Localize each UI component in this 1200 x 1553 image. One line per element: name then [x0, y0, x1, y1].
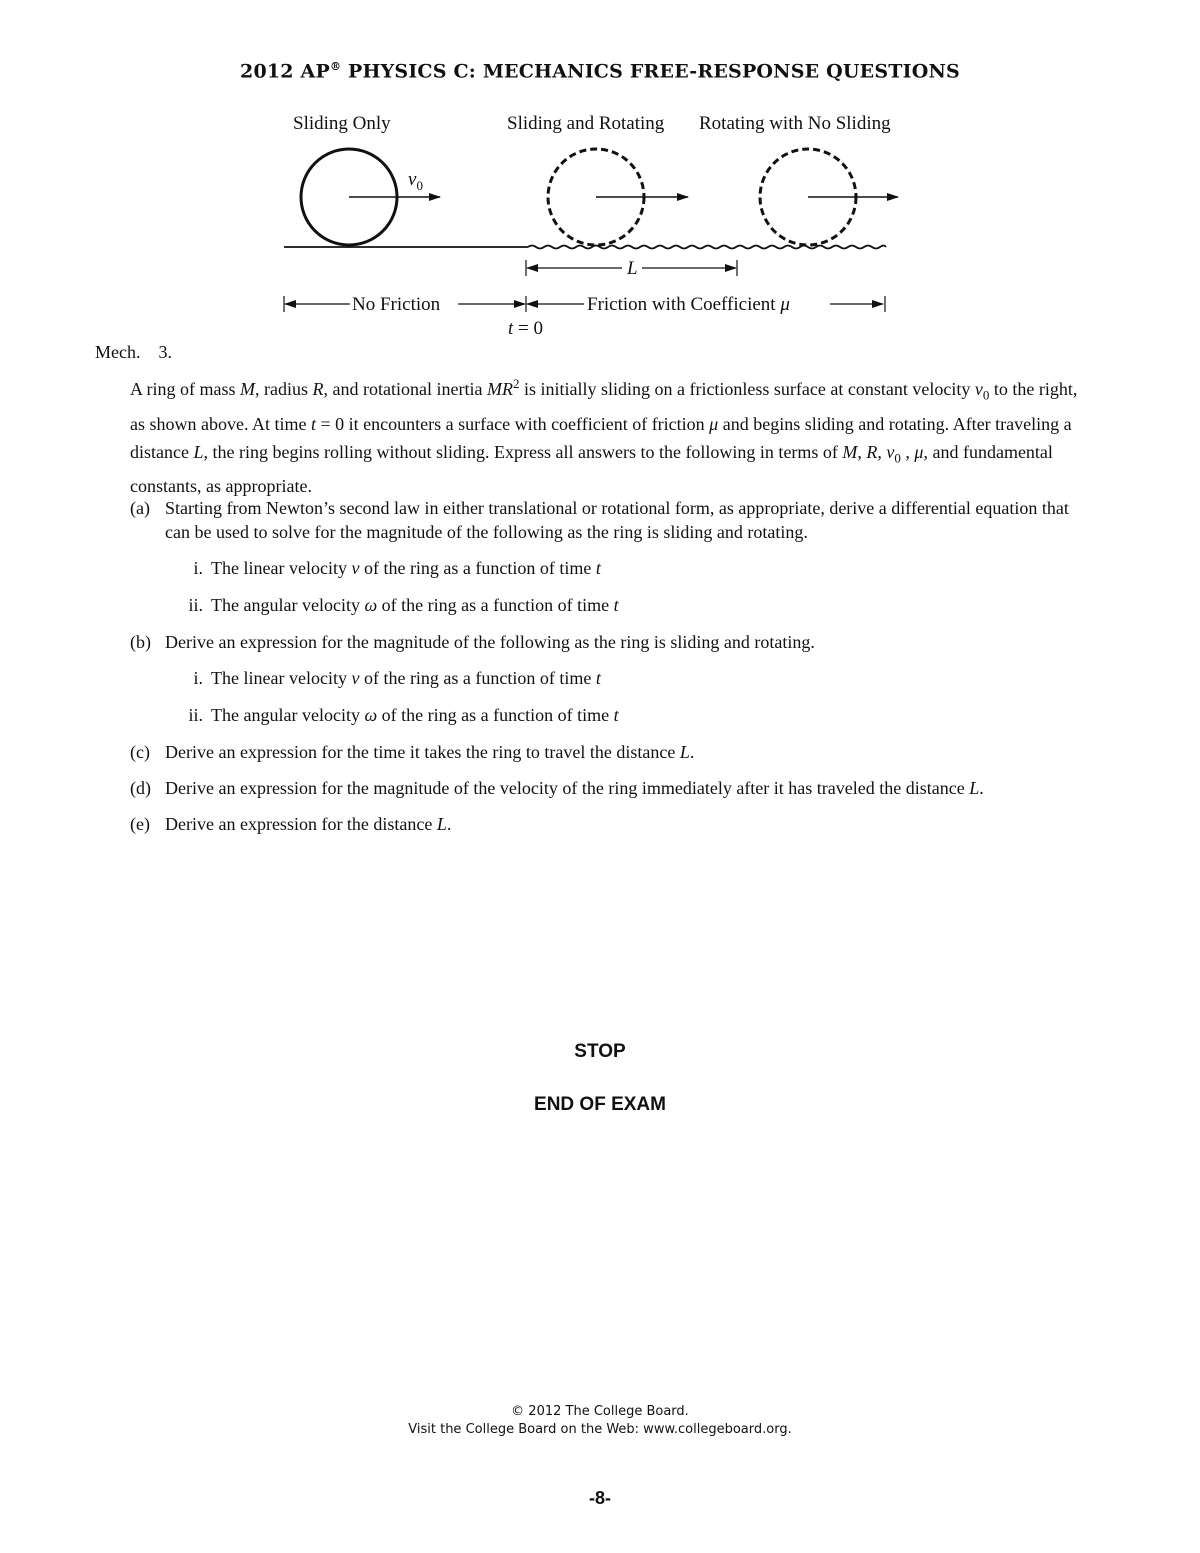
label-rotating-no-sliding: Rotating with No Sliding — [699, 113, 891, 134]
footer-copyright: © 2012 The College Board. — [511, 1404, 689, 1419]
label-sliding-rotating: Sliding and Rotating — [507, 113, 665, 134]
page-number: -8- — [589, 1488, 611, 1508]
part-c: (c) Derive an expression for the time it takes the ring to travel the distance L. — [130, 742, 695, 762]
part-a-ii: ii. The angular velocity ω of the ring as a function of time t — [188, 595, 619, 615]
label-L: L — [627, 258, 638, 279]
question-parts — [130, 496, 1090, 848]
part-b-ii: ii. The angular velocity ω of the ring as a function of time t — [188, 705, 619, 725]
part-a-i: i. The linear velocity v of the ring as a function of time t — [193, 558, 601, 578]
label-friction: Friction with Coefficient μ — [587, 294, 790, 315]
label-no-friction: No Friction — [352, 294, 441, 315]
label-sliding-only: Sliding Only — [293, 113, 391, 134]
part-a: (a) Starting from Newton’s second law in either translational or rotational form, as appropriate, derive a differential equation that can be used to solve for the magnitude of the following as the ring is sliding and rotating. — [130, 498, 1069, 542]
part-b-i: i. The linear velocity v of the ring as a function of time t — [193, 668, 601, 688]
end-of-exam-text: END OF EXAM — [534, 1094, 666, 1115]
physics-diagram — [270, 105, 910, 345]
label-t-equals-zero: t = 0 — [508, 318, 543, 339]
part-d: (d) Derive an expression for the magnitude of the velocity of the ring immediately after it has traveled the distance L. — [130, 778, 984, 798]
part-b: (b) Derive an expression for the magnitude of the following as the ring is sliding and rotating. — [130, 632, 815, 652]
stop-text: STOP — [574, 1041, 626, 1062]
label-v0: $v_0$ — [408, 169, 423, 193]
question-intro: A ring of mass M, radius R, and rotational inertia $MR^2$ is initially sliding on a frictionless surface at constant velocity $v_0$ to the right, as shown above. At time t = 0 it encounters a surface with coefficient of friction μ and begins sliding and rotating. After traveling a distance L, the ring begins rolling without sliding. Express all answers to the following in terms of M, R, $v_0$ , μ, and fundamental constants, as appropriate. — [130, 376, 1078, 497]
question-label: Mech. 3. — [95, 342, 172, 362]
part-e: (e) Derive an expression for the distance L. — [130, 814, 452, 834]
ground-friction — [528, 246, 886, 249]
page-header: 2012 AP® PHYSICS C: MECHANICS FREE-RESPONSE QUESTIONS — [240, 60, 960, 83]
footer-visit: Visit the College Board on the Web: www.collegeboard.org. — [408, 1422, 792, 1437]
